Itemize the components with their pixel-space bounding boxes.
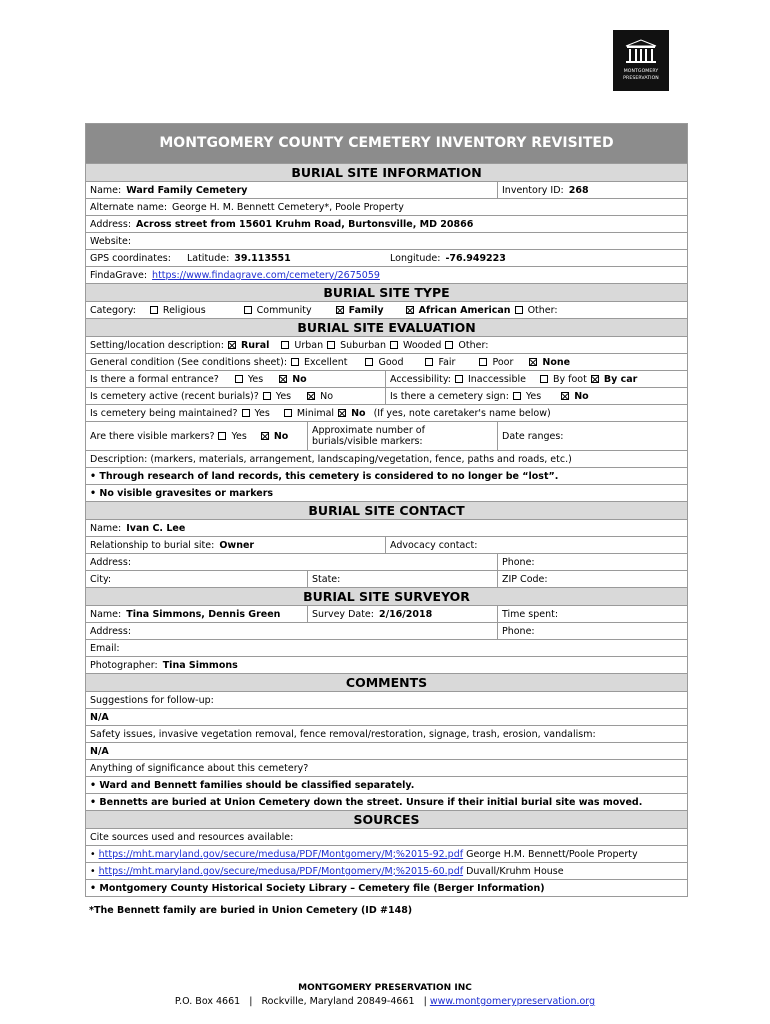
safety-value-row[interactable]	[86, 743, 687, 760]
markers-no-checkbox[interactable]	[261, 432, 269, 440]
maintained-minimal-checkbox[interactable]	[284, 409, 292, 417]
followup-label: Suggestions for follow-up:	[90, 694, 214, 706]
library-source: • Montgomery County Historical Society Library – Cemetery file (Berger Information)	[90, 882, 545, 894]
address-row[interactable]	[86, 216, 687, 233]
setting-rural-checkbox[interactable]	[228, 341, 236, 349]
surveyor-name-row	[86, 606, 687, 623]
contact-name-value: Ivan C. Lee	[126, 522, 186, 534]
followup-value: N/A	[90, 711, 109, 723]
findagrave-label: FindaGrave:	[90, 269, 148, 281]
surveyor-email-row[interactable]	[86, 640, 687, 657]
category-religious-checkbox[interactable]	[150, 306, 158, 314]
surveyor-address-row	[86, 623, 687, 640]
time-spent-field[interactable]: Time spent:	[502, 608, 559, 620]
surveyor-name-field[interactable]: Name: Tina Simmons, Dennis Green	[86, 606, 308, 622]
state-field[interactable]: State:	[308, 571, 498, 587]
footer-address: P.O. Box 4661 | Rockville, Maryland 20849-4661 |	[174, 996, 427, 1007]
markers-row: Are there visible markers? Yes No Approximate number of burials/visible markers: Date ranges:	[86, 422, 687, 451]
section-heading-evaluation: BURIAL SITE EVALUATION	[86, 319, 687, 337]
email-label: Email:	[90, 642, 120, 654]
safety-label-row	[86, 726, 687, 743]
accessibility-inaccessible-checkbox[interactable]	[455, 375, 463, 383]
footer-website-link[interactable]: www.montgomerypreservation.org	[429, 996, 596, 1007]
description-line: • Through research of land records, this cemetery is considered to no longer be “lost”.	[90, 470, 559, 482]
city-field[interactable]: City:	[86, 571, 308, 587]
condition-fair-checkbox[interactable]	[425, 358, 433, 366]
footnote: *The Bennett family are buried in Union Cemetery (ID #148)	[89, 905, 413, 916]
approx-label-line2: burials/visible markers:	[312, 436, 423, 447]
approx-label-line1: Approximate number of	[312, 425, 425, 436]
date-ranges-field[interactable]: Date ranges:	[502, 430, 564, 442]
followup-label-row	[86, 692, 687, 709]
contact-address-field[interactable]: Address:	[86, 554, 498, 570]
source-description: Duvall/Kruhm House	[463, 865, 564, 877]
setting-row: Setting/location description: Rural Urban Suburban Wooded Other:	[86, 337, 687, 354]
longitude-value: -76.949223	[445, 252, 506, 264]
maintained-note: (If yes, note caretaker's name below)	[373, 407, 551, 419]
section-heading-comments: COMMENTS	[86, 674, 687, 692]
inventory-id-value: 268	[568, 184, 589, 196]
logo-text-line2: PRESERVATION	[623, 76, 659, 81]
setting-label: Setting/location description:	[90, 339, 224, 351]
relationship-row	[86, 537, 687, 554]
source-link[interactable]: https://mht.maryland.gov/secure/medusa/PDF/Montgomery/M;%2015-92.pdf	[98, 848, 464, 860]
description-line: • No visible gravesites or markers	[90, 487, 274, 499]
alternate-name-row[interactable]	[86, 199, 687, 216]
condition-poor-checkbox[interactable]	[479, 358, 487, 366]
entrance-yes-checkbox[interactable]	[235, 375, 243, 383]
form-title: MONTGOMERY COUNTY CEMETERY INVENTORY REVISITED	[86, 124, 687, 164]
significance-line-row[interactable]	[86, 794, 687, 811]
category-other-checkbox[interactable]	[515, 306, 523, 314]
latitude-field[interactable]: GPS coordinates: Latitude: 39.113551	[90, 252, 291, 264]
active-label: Is cemetery active (recent burials)?	[90, 390, 259, 402]
zip-field[interactable]: ZIP Code:	[502, 573, 548, 585]
maintained-yes-checkbox[interactable]	[242, 409, 250, 417]
photographer-row[interactable]: Photographer: Tina Simmons	[86, 657, 687, 674]
description-line-row[interactable]	[86, 468, 687, 485]
relationship-value: Owner	[219, 539, 255, 551]
source-link[interactable]: https://mht.maryland.gov/secure/medusa/PDF/Montgomery/M;%2015-60.pdf	[98, 865, 464, 877]
setting-wooded-checkbox[interactable]	[390, 341, 398, 349]
approx-burials-field[interactable]	[308, 422, 498, 450]
name-row	[86, 182, 687, 199]
surveyor-phone-field[interactable]: Phone:	[502, 625, 535, 637]
description-line-row[interactable]	[86, 485, 687, 502]
condition-excellent-checkbox[interactable]	[291, 358, 299, 366]
sign-no-checkbox[interactable]	[561, 392, 569, 400]
library-source-row[interactable]	[86, 880, 687, 896]
survey-date-field[interactable]: Survey Date: 2/16/2018	[308, 606, 498, 622]
alternate-name-value: George H. M. Bennett Cemetery*, Poole Property	[172, 201, 404, 213]
website-label: Website:	[90, 235, 132, 247]
condition-row: General condition (See conditions sheet): Excellent Good Fair Poor None	[86, 354, 687, 371]
footer-org-name: MONTGOMERY PRESERVATION INC	[298, 983, 472, 993]
significance-line: • Bennetts are buried at Union Cemetery down the street. Unsure if their initial burial site was moved.	[90, 796, 643, 808]
cite-label: Cite sources used and resources available:	[90, 831, 294, 843]
footer-contact	[0, 996, 770, 1007]
category-african-american-checkbox[interactable]	[406, 306, 414, 314]
accessibility-by-car-checkbox[interactable]	[591, 375, 599, 383]
section-heading-surveyor: BURIAL SITE SURVEYOR	[86, 588, 687, 606]
markers-yes-checkbox[interactable]	[218, 432, 226, 440]
findagrave-row	[86, 267, 687, 284]
photographer-value: Tina Simmons	[162, 659, 238, 671]
condition-none-checkbox[interactable]	[529, 358, 537, 366]
name-value: Ward Family Cemetery	[126, 184, 248, 196]
category-row: Category: Religious Community Family African American Other:	[86, 302, 687, 319]
section-heading-type: BURIAL SITE TYPE	[86, 284, 687, 302]
alternate-name-label: Alternate name:	[90, 201, 168, 213]
category-community-checkbox[interactable]	[244, 306, 252, 314]
sign-yes-checkbox[interactable]	[513, 392, 521, 400]
cite-label-row	[86, 829, 687, 846]
setting-urban-checkbox[interactable]	[281, 341, 289, 349]
address-label: Address:	[90, 218, 132, 230]
description-label: Description: (markers, materials, arrangement, landscaping/vegetation, fence, paths and roads, etc.)	[90, 453, 572, 465]
inventory-id-field[interactable]: Inventory ID: 268	[502, 184, 589, 196]
setting-suburban-checkbox[interactable]	[327, 341, 335, 349]
category-family-checkbox[interactable]	[336, 306, 344, 314]
findagrave-link[interactable]: https://www.findagrave.com/cemetery/2675059	[152, 269, 380, 281]
advocacy-field[interactable]: Advocacy contact:	[390, 539, 478, 551]
cemetery-inventory-form	[85, 123, 688, 897]
active-sign-row: Is cemetery active (recent burials)? Yes No Is there a cemetery sign: Yes No	[86, 388, 687, 405]
relationship-field[interactable]: Relationship to burial site: Owner	[86, 537, 386, 553]
safety-value: N/A	[90, 745, 109, 757]
sign-label: Is there a cemetery sign:	[390, 390, 509, 402]
significance-label: Anything of significance about this cemetery?	[90, 762, 309, 774]
city-state-zip-row	[86, 571, 687, 588]
active-yes-checkbox[interactable]	[263, 392, 271, 400]
source-description: George H.M. Bennett/Poole Property	[463, 848, 638, 860]
followup-value-row[interactable]	[86, 709, 687, 726]
entrance-no-checkbox[interactable]	[279, 375, 287, 383]
source-row: • https://mht.maryland.gov/secure/medusa/PDF/Montgomery/M;%2015-92.pdf George H.M. Bennett/Poole Property	[86, 846, 687, 863]
accessibility-label: Accessibility:	[390, 373, 451, 385]
entrance-label: Is there a formal entrance?	[90, 373, 219, 385]
setting-other-checkbox[interactable]	[445, 341, 453, 349]
markers-label: Are there visible markers?	[90, 430, 215, 442]
accessibility-by-foot-checkbox[interactable]	[540, 375, 548, 383]
building-icon	[624, 39, 658, 65]
maintained-no-checkbox[interactable]	[338, 409, 346, 417]
condition-label: General condition (See conditions sheet):	[90, 356, 288, 368]
source-row: • https://mht.maryland.gov/secure/medusa/PDF/Montgomery/M;%2015-60.pdf Duvall/Kruhm House	[86, 863, 687, 880]
contact-phone-field[interactable]: Phone:	[502, 556, 535, 568]
longitude-field[interactable]: Longitude: -76.949223	[390, 252, 506, 264]
section-heading-information: BURIAL SITE INFORMATION	[86, 164, 687, 182]
name-field[interactable]: Name: Ward Family Cemetery	[86, 182, 498, 198]
contact-name-row[interactable]: Name: Ivan C. Lee	[86, 520, 687, 537]
logo-text-line1: MONTGOMERY	[623, 69, 659, 74]
significance-line: • Ward and Bennett families should be classified separately.	[90, 779, 415, 791]
significance-line-row[interactable]	[86, 777, 687, 794]
section-heading-contact: BURIAL SITE CONTACT	[86, 502, 687, 520]
maintained-label: Is cemetery being maintained?	[90, 407, 238, 419]
significance-label-row	[86, 760, 687, 777]
surveyor-address-field[interactable]: Address:	[86, 623, 498, 639]
safety-label: Safety issues, invasive vegetation removal, fence removal/restoration, signage, trash, erosion, vandalism:	[90, 728, 596, 740]
website-row[interactable]	[86, 233, 687, 250]
description-label-row	[86, 451, 687, 468]
montgomery-preservation-logo	[613, 30, 669, 91]
category-label: Category:	[90, 304, 136, 316]
gps-label: GPS coordinates:	[90, 252, 171, 264]
survey-date-value: 2/16/2018	[378, 608, 433, 620]
address-value: Across street from 15601 Kruhm Road, Burtonsville, MD 20866	[136, 218, 474, 230]
entrance-accessibility-row: Is there a formal entrance? Yes No Accessibility: Inaccessible By foot By car	[86, 371, 687, 388]
latitude-value: 39.113551	[234, 252, 291, 264]
section-heading-sources: SOURCES	[86, 811, 687, 829]
maintained-row: Is cemetery being maintained? Yes Minimal No (If yes, note caretaker's name below)	[86, 405, 687, 422]
gps-row	[86, 250, 687, 267]
contact-address-row	[86, 554, 687, 571]
active-no-checkbox[interactable]	[307, 392, 315, 400]
surveyor-name-value: Tina Simmons, Dennis Green	[126, 608, 281, 620]
condition-good-checkbox[interactable]	[365, 358, 373, 366]
